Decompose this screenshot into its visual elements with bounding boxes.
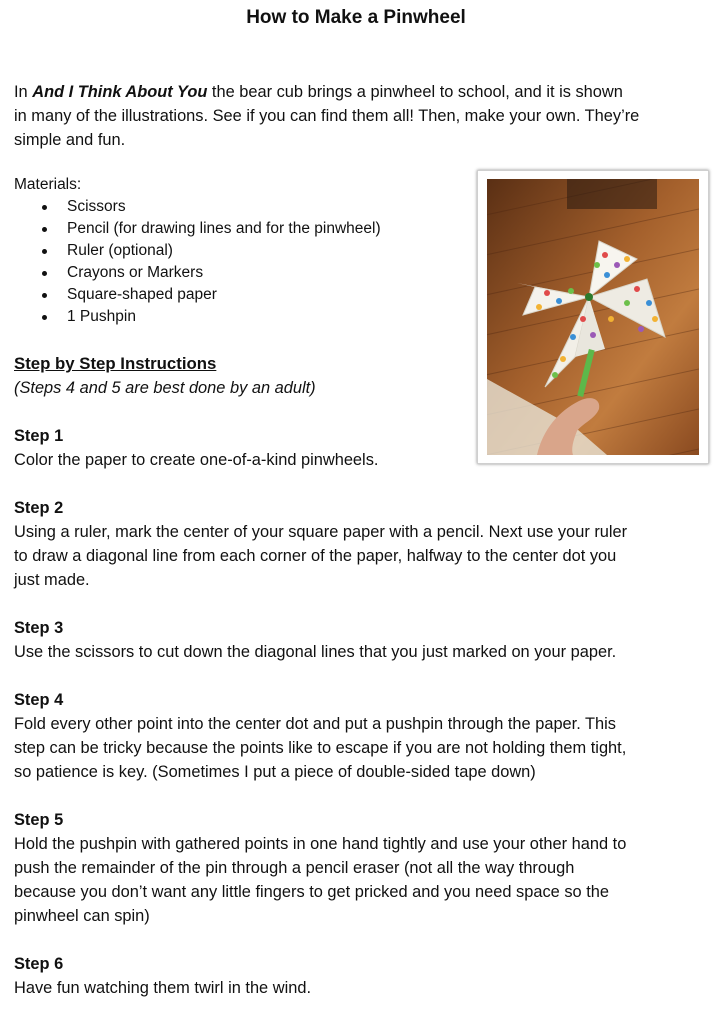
materials-item: Ruler (optional) xyxy=(14,240,454,262)
step-text: Fold every other point into the center dot and put a pushpin through the paper. This xyxy=(14,715,617,733)
step-text: to draw a diagonal line from each corner of the paper, halfway to the center dot you xyxy=(14,547,617,565)
step-3 xyxy=(14,616,704,664)
pinwheel-photo xyxy=(477,170,709,464)
step-text: Using a ruler, mark the center of your square paper with a pencil. Next use your ruler xyxy=(14,523,628,541)
step-text: Color the paper to create one-of-a-kind pinwheels. xyxy=(14,451,379,469)
step-text: Hold the pushpin with gathered points in one hand tightly and use your other hand to xyxy=(14,835,627,853)
materials-section xyxy=(14,174,454,328)
instructions-heading: Step by Step Instructions xyxy=(14,354,217,373)
step-text: push the remainder of the pin through a pencil eraser (not all the way through xyxy=(14,859,575,877)
pinwheel-photo-image xyxy=(487,179,699,455)
step-heading: Step 6 xyxy=(14,955,64,973)
materials-item: Crayons or Markers xyxy=(14,262,454,284)
intro-paragraph xyxy=(14,80,704,152)
step-heading: Step 2 xyxy=(14,499,64,517)
step-text: just made. xyxy=(14,571,90,589)
step-text: because you don’t want any little fingers to get pricked and you need space so the xyxy=(14,883,610,901)
step-6 xyxy=(14,952,704,1000)
intro-line3: simple and fun. xyxy=(14,131,126,149)
materials-label: Materials: xyxy=(14,176,82,193)
book-title: And I Think About You xyxy=(32,83,208,101)
step-2 xyxy=(14,496,704,592)
step-text: step can be tricky because the points like to escape if you are not holding them tight, xyxy=(14,739,627,757)
pushpin-head xyxy=(585,293,593,301)
step-text: so patience is key. (Sometimes I put a piece of double-sided tape down) xyxy=(14,763,536,781)
materials-item: 1 Pushpin xyxy=(14,306,454,328)
step-4 xyxy=(14,688,704,784)
chair-shadow xyxy=(567,179,657,209)
step-heading: Step 1 xyxy=(14,427,64,445)
step-text: Have fun watching them twirl in the wind. xyxy=(14,979,311,997)
step-heading: Step 4 xyxy=(14,691,64,709)
instructions-note: (Steps 4 and 5 are best done by an adult) xyxy=(14,379,316,397)
step-5 xyxy=(14,808,704,928)
materials-item: Square-shaped paper xyxy=(14,284,454,306)
instructions-header xyxy=(14,352,454,400)
step-text: Use the scissors to cut down the diagonal lines that you just marked on your paper. xyxy=(14,643,617,661)
step-heading: Step 5 xyxy=(14,811,64,829)
step-text: pinwheel can spin) xyxy=(14,907,150,925)
intro-line2: in many of the illustrations. See if you can find them all! Then, make your own. They’re xyxy=(14,107,640,125)
materials-item: Scissors xyxy=(14,196,454,218)
page-title: How to Make a Pinwheel xyxy=(246,7,466,28)
intro-line1: the bear cub brings a pinwheel to school, and it is shown xyxy=(207,83,623,101)
materials-item: Pencil (for drawing lines and for the pinwheel) xyxy=(14,218,454,240)
materials-list xyxy=(14,196,454,328)
intro-prefix: In xyxy=(14,83,33,101)
step-heading: Step 3 xyxy=(14,619,64,637)
